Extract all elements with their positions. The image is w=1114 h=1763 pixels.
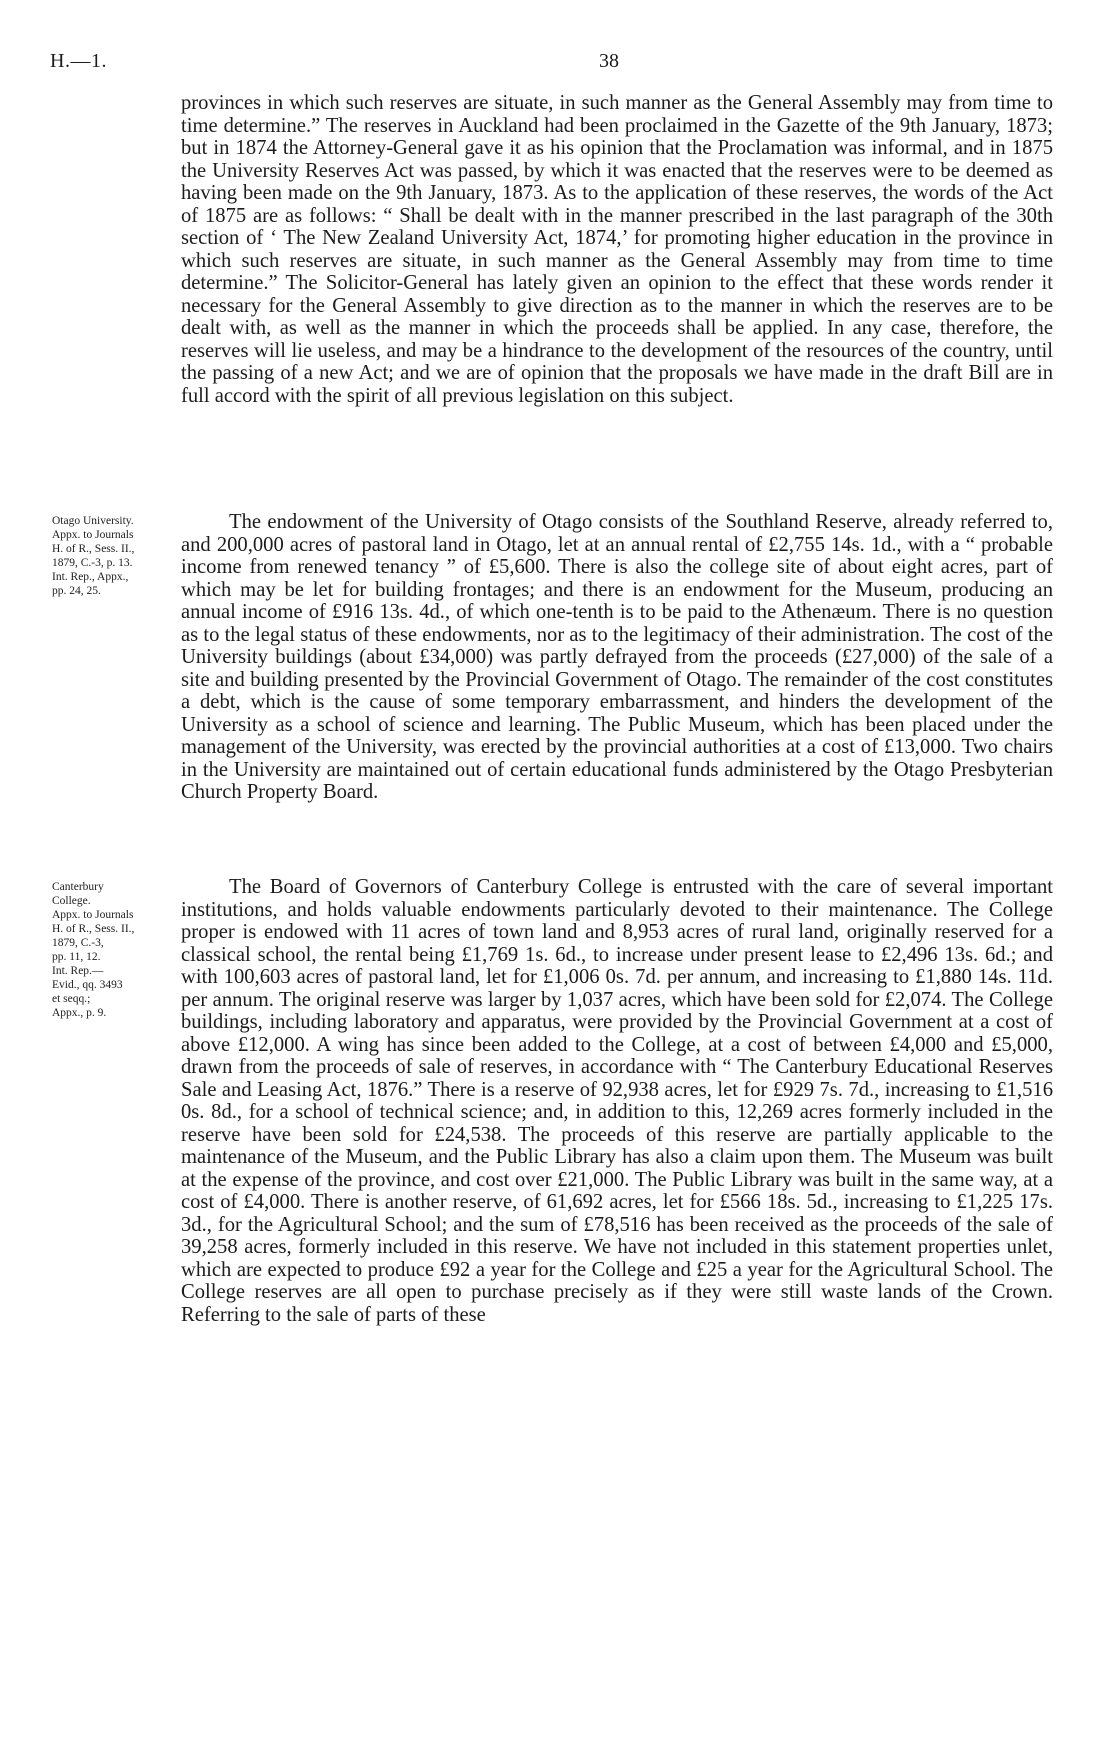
document-reference: H.—1. xyxy=(50,50,107,72)
page-number: 38 xyxy=(599,50,619,72)
margin-note-otago: Otago University. Appx. to Journals H. of R., Sess. II., 1879, C.-3, p. 13. Int. Rep., Appx., pp. 24, 25. xyxy=(52,515,135,597)
paragraph-otago-university xyxy=(181,511,1053,804)
margin-note-canterbury: Canterbury College. Appx. to Journals H. of R., Sess. II., 1879, C.-3, pp. 11, 12. Int. Rep.— Evid., qq. 3493 et seqq.; Appx., p. 9. xyxy=(52,881,135,1019)
paragraph-auckland-reserves xyxy=(181,92,1053,407)
paragraph-text: The Board of Governors of Canterbury College is entrusted with the care of several important institutions, and holds valuable endowments particularly devoted to their maintenance. The College proper is endowed with 11 acres of town land and 8,953 acres of rural land, originally reserved for a classical school, the rental being £1,769 1s. 6d., to increase under present lease to £2,496 13s. 6d.; and with 100,603 acres of pastoral land, let for £1,006 0s. 7d. per annum, and increasing to £1,880 14s. 11d. per annum. The original reserve was larger by 1,037 acres, which have been sold for £2,074. The College buildings, including laboratory and apparatus, were provided by the Provincial Government at a cost of above £12,000. A wing has since been added to the College, at a cost of between £4,000 and £5,000, drawn from the proceeds of sale of reserves, in accordance with “ The Canterbury Educational Reserves Sale and Leasing Act, 1876.” There is a reserve of 92,938 acres, let for £929 7s. 7d., increasing to £1,516 0s. 8d., for a school of technical science; and, in addition to this, 12,269 acres formerly included in the reserve have been sold for £24,538. The proceeds of this reserve are partially applicable to the maintenance of the Museum, and the Public Library has also a claim upon them. The Museum was built at the expense of the province, and cost over £21,000. The Public Library was built in the same way, at a cost of £4,000. There is another reserve, of 61,692 acres, let for £566 18s. 5d., increasing to £1,225 17s. 3d., for the Agricultural School; and the sum of £78,516 has been received as the proceeds of the sale of 39,258 acres, formerly included in this reserve. We have not included in this statement properties unlet, which are expected to produce £92 a year for the College and £25 a year for the Agricultural School. The College reserves are all open to purchase precisely as if they were still waste lands of the Crown. Referring to the sale of parts of these xyxy=(181,876,1053,1326)
paragraph-text: The endowment of the University of Otago consists of the Southland Reserve, already referred to, and 200,000 acres of pastoral land in Otago, let at an annual rental of £2,755 14s. 1d., with a “ probable income from renewed tenancy ” of £5,600. There is also the college site of about eight acres, part of which may be let for building frontages; and there is an endowment for the Museum, producing an annual income of £916 13s. 4d., of which one-tenth is to be paid to the Athenæum. There is no question as to the legal status of these endowments, nor as to the legitimacy of their administration. The cost of the University buildings (about £34,000) was partly defrayed from the proceeds (£27,000) of the sale of a site and building presented by the Provincial Government of Otago. The remainder of the cost constitutes a debt, which is the cause of some temporary embarrassment, and hinders the development of the University as a school of science and learning. The Public Museum, which has been placed under the management of the University, was erected by the provincial authorities at a cost of £13,000. Two chairs in the University are maintained out of certain educational funds administered by the Otago Presbyterian Church Property Board. xyxy=(181,511,1053,803)
page-header xyxy=(50,50,1050,78)
paragraph-text: provinces in which such reserves are situate, in such manner as the General Assembly may from time to time determine.” The reserves in Auckland had been proclaimed in the Gazette of the 9th January, 1873; but in 1874 the Attorney-General gave it as his opinion that the Proclamation was informal, and in 1875 the University Reserves Act was passed, by which it was enacted that the reserves were to be deemed as having been made on the 9th January, 1873. As to the application of these reserves, the words of the Act of 1875 are as follows: “ Shall be dealt with in the manner prescribed in the last paragraph of the 30th section of ‘ The New Zealand University Act, 1874,’ for promoting higher education in the province in which such reserves are situate, in such manner as the General Assembly may from time to time determine.” The Solicitor-General has lately given an opinion to the effect that these words render it necessary for the General Assembly to give direction as to the manner in which the reserves are to be dealt with, as well as the manner in which the proceeds shall be applied. In any case, therefore, the reserves will lie useless, and may be a hindrance to the development of the resources of the country, until the passing of a new Act; and we are of opinion that the proposals we have made in the draft Bill are in full accord with the spirit of all previous legislation on this subject. xyxy=(181,92,1053,407)
paragraph-canterbury-college xyxy=(181,876,1053,1326)
